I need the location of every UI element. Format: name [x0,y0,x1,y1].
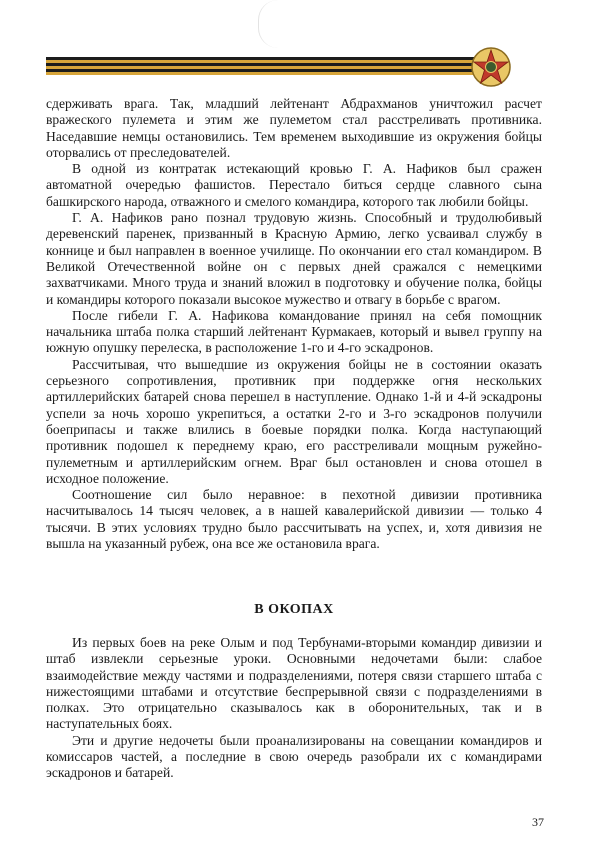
paragraph-8: Эти и другие недочеты были проанализированы на совещании командиров и комиссаров частей, а последние в свою очередь разобрали их с командирами эскадронов и батарей. [46,732,542,781]
header-ribbon-band [46,57,492,75]
body-text-top [46,96,542,552]
paragraph-3: Г. А. Нафиков рано познал трудовую жизнь. Способный и трудолюбивый деревенский паренек, призванный в Красную Армию, легко усваивал службу в коннице и был направлен в военное училище. По окончании его стал командиром. В Великой Отечественной войне он с первых дней сражался с немецкими захватчиками. Много труда и знаний вложил в подготовку и обучение полка, бойцы и командиры которого показали высокое мужество и отвагу в борьбе с врагом. [46,210,542,307]
paragraph-7: Из первых боев на реке Олым и под Тербунами-вторыми командир дивизии и штаб извлекли серьезные уроки. Основными недочетами были: слабое взаимодействие между частями и подразделениями, потеря связи старшего штаба с нижестоящими штабами и отсутствие беспрерывной связи с подразделениями в полках. Это отрицательно сказывалось как в оборонительных, так и в наступательных боях. [46,635,542,732]
section-title: В ОКОПАХ [254,602,334,617]
body-text-bottom [46,635,542,782]
paragraph-6: Соотношение сил было неравное: в пехотной дивизии противника насчитывалось 14 тысяч человек, а в нашей кавалерийской дивизии — только 4 тысячи. В этих условиях трудно было рассчитывать на успех, и, хотя дивизия не вышла на указанный рубеж, она все же остановила врага. [46,487,542,552]
paragraph-4: После гибели Г. А. Нафикова командование принял на себя помощник начальника штаба полка старший лейтенант Курмакаев, который и вывел группу на южную опушку перелеска, в расположение 1-го и 4-го эскадронов. [46,307,542,356]
order-star-icon [470,46,512,88]
paragraph-2: В одной из контратак истекающий кровью Г. А. Нафиков был сражен автоматной очередью фашистов. Перестало биться сердце славного сына башкирского народа, отважного и смелого командира, которого так любили бойцы. [46,161,542,209]
page-number: 37 [532,815,544,829]
scan-artifact-arc [258,0,279,48]
paragraph-5: Рассчитывая, что вышедшие из окружения бойцы не в состоянии оказать серьезного сопротивления, противник при поддержке огня нескольких артиллерийских батарей снова перешел в наступление. Однако 1-й и 4-й эскадроны успели за ночь хорошо укрепиться, а остатки 2-го и 3-го эскадронов получили боеприпасы и также влились в боевые порядки полка. Когда наступающий противник подошел к переднему краю, его расстреливали мощным ружейно-пулеметным и артиллерийским огнем. Враг был остановлен и снова отошел в исходное положение. [46,356,542,486]
paragraph-1: сдерживать врага. Так, младший лейтенант Абдрахманов уничтожил расчет вражеского пулемета и этим же пулеметом стал расстреливать противника. Наседавшие немцы остановились. Тем временем выходившие из окружения бойцы оторвались от преследователей. [46,96,542,160]
